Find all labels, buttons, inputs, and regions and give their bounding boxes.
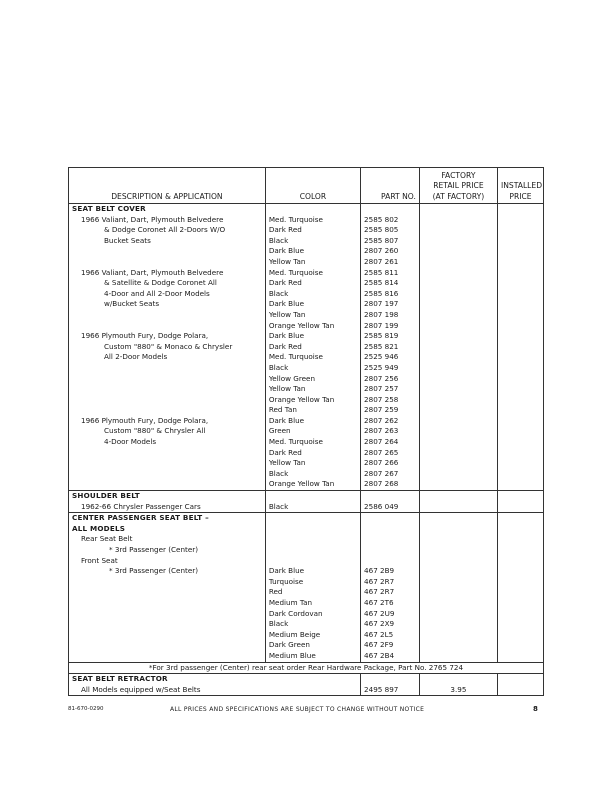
table-header	[69, 168, 544, 204]
table-row	[69, 236, 544, 247]
installed-price	[497, 437, 543, 448]
part-number: 2807 263	[361, 426, 420, 437]
part-number: 2807 258	[361, 395, 420, 406]
retail-price	[419, 321, 497, 332]
price-notice: ALL PRICES AND SPECIFICATIONS ARE SUBJECT TO CHANGE WITHOUT NOTICE	[170, 706, 425, 713]
color: Yellow Tan	[265, 458, 360, 469]
retail-price	[419, 566, 497, 577]
table-row	[69, 405, 544, 416]
installed-price	[497, 556, 543, 567]
retail-price	[419, 342, 497, 353]
retail-price	[419, 384, 497, 395]
retail-price	[419, 257, 497, 268]
section-heading-row	[69, 204, 544, 215]
installed-price	[497, 577, 543, 588]
description	[69, 598, 266, 609]
part-number: 2807 197	[361, 299, 420, 310]
table-row	[69, 331, 544, 342]
header-retail-line: FACTORY	[441, 170, 476, 180]
description: All 2-Door Models	[69, 352, 266, 363]
description	[69, 246, 266, 257]
table-row	[69, 352, 544, 363]
color: Dark Red	[265, 278, 360, 289]
color: Medium Tan	[265, 598, 360, 609]
part-number: 467 2L5	[361, 630, 420, 641]
installed-price	[497, 524, 543, 535]
installed-price	[497, 491, 543, 502]
table-row	[69, 225, 544, 236]
table-body	[69, 204, 544, 696]
description	[69, 405, 266, 416]
part-number: 2585 805	[361, 225, 420, 236]
part-number: 2585 821	[361, 342, 420, 353]
table-row	[69, 534, 544, 545]
part-number: 2807 257	[361, 384, 420, 395]
retail-price	[419, 289, 497, 300]
installed-price	[497, 384, 543, 395]
retail-price	[419, 215, 497, 226]
price-table	[68, 167, 544, 696]
color: Dark Red	[265, 225, 360, 236]
part-number: 2807 262	[361, 416, 420, 427]
description: 1966 Valiant, Dart, Plymouth Belvedere	[69, 215, 266, 226]
color	[265, 204, 360, 215]
installed-price	[497, 685, 543, 696]
table-row	[69, 640, 544, 651]
color	[265, 513, 360, 524]
table-row	[69, 502, 544, 513]
table-row	[69, 374, 544, 385]
description: 1966 Plymouth Fury, Dodge Polara,	[69, 416, 266, 427]
table-row	[69, 299, 544, 310]
color: Black	[265, 236, 360, 247]
part-number: 2807 267	[361, 469, 420, 480]
table-row	[69, 566, 544, 577]
color: Green	[265, 426, 360, 437]
color: Red	[265, 587, 360, 598]
installed-price	[497, 257, 543, 268]
installed-price	[497, 458, 543, 469]
description: Custom "880" & Monaco & Chrysler	[69, 342, 266, 353]
retail-price	[419, 426, 497, 437]
description	[69, 640, 266, 651]
retail-price	[419, 619, 497, 630]
description	[69, 448, 266, 459]
retail-price	[419, 587, 497, 598]
part-number	[361, 204, 420, 215]
part-number	[361, 674, 420, 685]
installed-price	[497, 479, 543, 490]
table-row	[69, 577, 544, 588]
part-number: 2585 816	[361, 289, 420, 300]
installed-price	[497, 651, 543, 662]
installed-price	[497, 342, 543, 353]
description: 4-Door Models	[69, 437, 266, 448]
table-row	[69, 458, 544, 469]
description	[69, 395, 266, 406]
installed-price	[497, 619, 543, 630]
page-number: 8	[533, 705, 538, 713]
color: Med. Turquoise	[265, 215, 360, 226]
table-row	[69, 609, 544, 620]
section-heading: ALL MODELS	[69, 524, 266, 535]
part-number: 2807 198	[361, 310, 420, 321]
part-number: 2585 807	[361, 236, 420, 247]
part-number: 467 2R7	[361, 577, 420, 588]
part-number: 2525 949	[361, 363, 420, 374]
retail-price	[419, 352, 497, 363]
installed-price	[497, 215, 543, 226]
description	[69, 577, 266, 588]
color: Orange Yellow Tan	[265, 321, 360, 332]
installed-price	[497, 204, 543, 215]
part-number: 2807 261	[361, 257, 420, 268]
header-description: DESCRIPTION & APPLICATION	[69, 168, 266, 204]
description	[69, 619, 266, 630]
retail-price	[419, 674, 497, 685]
retail-price	[419, 236, 497, 247]
footnote: *For 3rd passenger (Center) rear seat order Rear Hardware Package, Part No. 2765 724	[69, 662, 544, 674]
header-retail-line: RETAIL PRICE	[433, 181, 484, 190]
part-number	[361, 513, 420, 524]
retail-price	[419, 268, 497, 279]
installed-price	[497, 630, 543, 641]
section-heading: SHOULDER BELT	[69, 491, 266, 502]
table-row	[69, 598, 544, 609]
table-row	[69, 545, 544, 556]
installed-price	[497, 426, 543, 437]
color: Dark Blue	[265, 299, 360, 310]
retail-price	[419, 609, 497, 620]
table-row	[69, 384, 544, 395]
part-number: 2585 802	[361, 215, 420, 226]
header-color: COLOR	[265, 168, 360, 204]
installed-price	[497, 609, 543, 620]
retail-price	[419, 374, 497, 385]
table-row	[69, 469, 544, 480]
header-installed-line: INSTALLED	[500, 181, 543, 190]
section-heading-row	[69, 491, 544, 502]
color: Dark Blue	[265, 331, 360, 342]
color: Dark Green	[265, 640, 360, 651]
retail-price	[419, 395, 497, 406]
table-row	[69, 556, 544, 567]
table-row	[69, 246, 544, 257]
section-heading: SEAT BELT COVER	[69, 204, 266, 215]
description: w/Bucket Seats	[69, 299, 266, 310]
description: & Satellite & Dodge Coronet All	[69, 278, 266, 289]
description	[69, 321, 266, 332]
part-number	[361, 534, 420, 545]
description	[69, 630, 266, 641]
color: Black	[265, 619, 360, 630]
part-number: 2585 819	[361, 331, 420, 342]
retail-price: 3.95	[419, 685, 497, 696]
installed-price	[497, 545, 543, 556]
installed-price	[497, 448, 543, 459]
retail-price	[419, 225, 497, 236]
description: * 3rd Passenger (Center)	[69, 566, 266, 577]
part-number	[361, 491, 420, 502]
installed-price	[497, 405, 543, 416]
part-number: 2807 259	[361, 405, 420, 416]
installed-price	[497, 278, 543, 289]
part-number: 467 2F9	[361, 640, 420, 651]
retail-price	[419, 469, 497, 480]
part-number	[361, 545, 420, 556]
description: 4-Door and All 2-Door Models	[69, 289, 266, 300]
retail-price	[419, 491, 497, 502]
color: Black	[265, 289, 360, 300]
color: Orange Yellow Tan	[265, 479, 360, 490]
color: Dark Red	[265, 342, 360, 353]
installed-price	[497, 352, 543, 363]
installed-price	[497, 236, 543, 247]
part-number: 2807 268	[361, 479, 420, 490]
part-number	[361, 556, 420, 567]
color: Dark Blue	[265, 566, 360, 577]
table-row	[69, 685, 544, 696]
table-row	[69, 587, 544, 598]
part-number: 2807 256	[361, 374, 420, 385]
retail-price	[419, 651, 497, 662]
description: & Dodge Coronet All 2-Doors W/O	[69, 225, 266, 236]
color: Yellow Green	[265, 374, 360, 385]
header-installed-line: PRICE	[509, 191, 532, 201]
description: 1966 Plymouth Fury, Dodge Polara,	[69, 331, 266, 342]
installed-price	[497, 321, 543, 332]
color: Medium Blue	[265, 651, 360, 662]
table-row	[69, 321, 544, 332]
table-row	[69, 426, 544, 437]
retail-price	[419, 437, 497, 448]
retail-price	[419, 299, 497, 310]
table-row	[69, 278, 544, 289]
installed-price	[497, 246, 543, 257]
footnote-row	[69, 662, 544, 674]
installed-price	[497, 502, 543, 513]
part-number: 467 2U9	[361, 609, 420, 620]
color: Black	[265, 502, 360, 513]
table-row	[69, 289, 544, 300]
retail-price	[419, 405, 497, 416]
description: Front Seat	[69, 556, 266, 567]
retail-price	[419, 640, 497, 651]
part-number: 2807 265	[361, 448, 420, 459]
color: Dark Blue	[265, 246, 360, 257]
description	[69, 363, 266, 374]
part-number: 2586 049	[361, 502, 420, 513]
header-installed-price	[497, 168, 543, 204]
header-part-no: PART NO.	[361, 168, 420, 204]
part-number: 2807 266	[361, 458, 420, 469]
retail-price	[419, 246, 497, 257]
table-row	[69, 342, 544, 353]
installed-price	[497, 331, 543, 342]
description: Rear Seat Belt	[69, 534, 266, 545]
description	[69, 479, 266, 490]
retail-price	[419, 363, 497, 374]
installed-price	[497, 640, 543, 651]
retail-price	[419, 416, 497, 427]
retail-price	[419, 310, 497, 321]
retail-price	[419, 598, 497, 609]
description	[69, 587, 266, 598]
retail-price	[419, 479, 497, 490]
color: Med. Turquoise	[265, 437, 360, 448]
part-number: 467 2R7	[361, 587, 420, 598]
retail-price	[419, 204, 497, 215]
part-number: 467 2B9	[361, 566, 420, 577]
installed-price	[497, 469, 543, 480]
section-heading: CENTER PASSENGER SEAT BELT –	[69, 513, 266, 524]
color: Medium Beige	[265, 630, 360, 641]
color	[265, 534, 360, 545]
installed-price	[497, 289, 543, 300]
description	[69, 469, 266, 480]
description: 1966 Valiant, Dart, Plymouth Belvedere	[69, 268, 266, 279]
part-number: 2807 199	[361, 321, 420, 332]
installed-price	[497, 674, 543, 685]
section-heading-row	[69, 524, 544, 535]
color: Med. Turquoise	[265, 268, 360, 279]
installed-price	[497, 225, 543, 236]
retail-price	[419, 502, 497, 513]
description	[69, 651, 266, 662]
color: Yellow Tan	[265, 257, 360, 268]
installed-price	[497, 395, 543, 406]
description: 1962-66 Chrysler Passenger Cars	[69, 502, 266, 513]
part-number: 467 2B4	[361, 651, 420, 662]
table-row	[69, 363, 544, 374]
installed-price	[497, 416, 543, 427]
part-number: 2807 260	[361, 246, 420, 257]
header-retail-price	[419, 168, 497, 204]
table-row	[69, 448, 544, 459]
installed-price	[497, 363, 543, 374]
description	[69, 609, 266, 620]
description: Custom "880" & Chrysler All	[69, 426, 266, 437]
color	[265, 556, 360, 567]
table-row	[69, 416, 544, 427]
retail-price	[419, 331, 497, 342]
color: Black	[265, 469, 360, 480]
description: All Models equipped w/Seat Belts	[69, 685, 361, 696]
installed-price	[497, 268, 543, 279]
retail-price	[419, 278, 497, 289]
section-heading: SEAT BELT RETRACTOR	[69, 674, 361, 685]
color: Dark Cordovan	[265, 609, 360, 620]
table-row	[69, 651, 544, 662]
table-row	[69, 215, 544, 226]
installed-price	[497, 513, 543, 524]
color: Black	[265, 363, 360, 374]
description: Bucket Seats	[69, 236, 266, 247]
retail-price	[419, 448, 497, 459]
retail-price	[419, 630, 497, 641]
table-row	[69, 437, 544, 448]
description	[69, 257, 266, 268]
part-number: 2807 264	[361, 437, 420, 448]
table-row	[69, 268, 544, 279]
installed-price	[497, 310, 543, 321]
installed-price	[497, 299, 543, 310]
retail-price	[419, 524, 497, 535]
color	[265, 491, 360, 502]
color: Turquoise	[265, 577, 360, 588]
installed-price	[497, 374, 543, 385]
table-row	[69, 257, 544, 268]
retail-price	[419, 577, 497, 588]
description	[69, 384, 266, 395]
table-row	[69, 630, 544, 641]
table-row	[69, 619, 544, 630]
description	[69, 458, 266, 469]
installed-price	[497, 587, 543, 598]
retail-price	[419, 534, 497, 545]
installed-price	[497, 566, 543, 577]
description	[69, 310, 266, 321]
part-number: 2495 897	[361, 685, 420, 696]
section-heading-row	[69, 674, 544, 685]
color: Yellow Tan	[265, 310, 360, 321]
retail-price	[419, 545, 497, 556]
part-number: 2585 814	[361, 278, 420, 289]
part-number: 2525 946	[361, 352, 420, 363]
color: Dark Red	[265, 448, 360, 459]
color	[265, 524, 360, 535]
color: Yellow Tan	[265, 384, 360, 395]
color: Dark Blue	[265, 416, 360, 427]
installed-price	[497, 598, 543, 609]
part-number	[361, 524, 420, 535]
description: * 3rd Passenger (Center)	[69, 545, 266, 556]
description	[69, 374, 266, 385]
color: Med. Turquoise	[265, 352, 360, 363]
retail-price	[419, 513, 497, 524]
section-heading-row	[69, 513, 544, 524]
table-row	[69, 395, 544, 406]
header-retail-line: (AT FACTORY)	[432, 191, 485, 201]
part-number: 2585 811	[361, 268, 420, 279]
part-number: 467 2X9	[361, 619, 420, 630]
installed-price	[497, 534, 543, 545]
color: Orange Yellow Tan	[265, 395, 360, 406]
retail-price	[419, 458, 497, 469]
table-row	[69, 479, 544, 490]
table-row	[69, 310, 544, 321]
color	[265, 545, 360, 556]
part-number: 467 2T6	[361, 598, 420, 609]
document-code: 81-670-0290	[68, 706, 104, 712]
color: Red Tan	[265, 405, 360, 416]
retail-price	[419, 556, 497, 567]
